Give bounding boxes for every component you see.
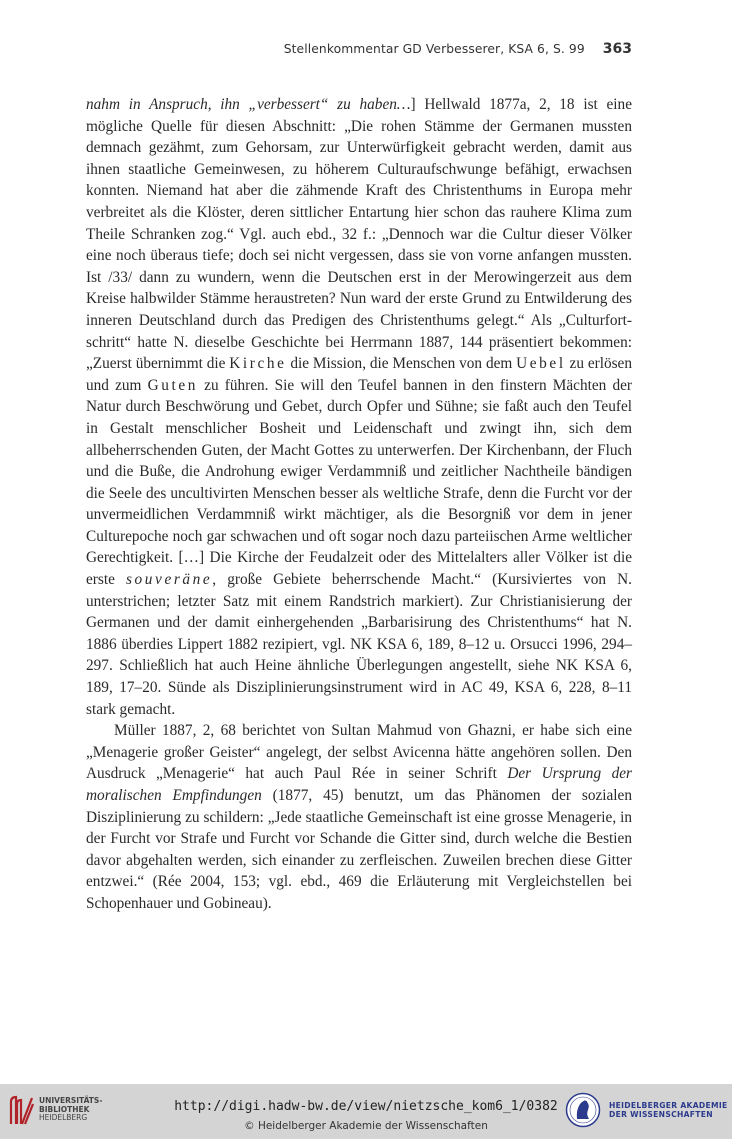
academy-logo (565, 1092, 727, 1128)
library-name-line-1: UNIVERSITÄTS- (39, 1096, 103, 1106)
commentary-body (86, 94, 632, 915)
paragraph-hellwald (86, 94, 632, 720)
library-name-line-3: HEIDELBERG (39, 1113, 88, 1123)
paragraph2-text-2: (1877, 45) benutzt, um das Phänomen der sozialen Disziplinierung zu schildern: „Jede staatliche Gemeinschaft ist eine grosse Menagerie, in der Furcht vor Strafe und Furcht vor Schande die Gitter sind, durch welche die Bestien davor abgehalten werden, sich einander zu zerfleischen. Zuweilen brechen diese Gitter entzwei.“ (Rée 2004, 153; vgl. ebd., 469 die Erläuterung mit Vergleichstellen bei Schopenhauer und Gobineau). (86, 787, 632, 912)
spaced-word-guten: Guten (147, 376, 198, 394)
paragraph1-text-4: zu führen. Sie will den Teufel bannen in den finstern Mächten der Natur durch Beschwörung und Gebet, durch Opfer und Sühne; sie faßt auch den Teufel in Gestalt menschlicher Bosheit und Leidenschaft und zwingt ihn, sich dem allbeherrschenden Guten, der Macht Gottes zu unterwerfen. Der Kirchenbann, der Fluch und die Buße, die Androhung ewiger Verdammniß und zeitlicher Nachtheile bändigen die Seele des uncultivirten Menschen besser als weltliche Strafe, denn die Furcht vor der unvermeidlichen Verdammniß wirkt mächtiger, als die Besorgniß vor dem in jener Culturepoche noch gar schwachen und oft sogar noch dazu parteiischen Arme weltlicher Gerechtigkeit. […] Die Kirche der Feudalzeit oder des Mittelalters aller Völker ist die erste (86, 376, 633, 589)
academy-seal-icon (565, 1092, 601, 1128)
book-title: Der Ursprung der moralischen Empfindungen (86, 765, 632, 804)
copyright-notice: © Heidelberger Akademie der Wissenschaften (244, 1120, 488, 1132)
paragraph1-text-1: ] Hellwald 1877a, 2, 18 ist eine mögliche Quelle für diesen Abschnitt: „Die rohen Stämme der Germanen mussten demnach gezähmt, zum Gehorsam, zur Unterwürfigkeit gebracht werden, damit aus ihnen staatliche Gemeinwesen, zu höherem Culturaufschwunge befähigt, erwachsen konnten. Niemand hat aber die zähmende Kraft des Christenthums in Europa mehr verbreitet als die Klöster, deren sittlicher Entartung hier schon das rauhere Klima zum Theile Schranken zog.“ Vgl. auch ebd., 32 f.: „Dennoch war die Cultur dieser Völker eine noch überaus tiefe; doch sei nicht vergessen, dass sie von vorne anfangen mussten. Ist /33/ dann zu wundern, wenn die Deutschen erst in der Merowingerzeit aus dem Kreise halbwilder Stämme heraustreten? Nun ward der erste Grund zu Entwilderung des inneren Deutschland durch das Predigen des Christenthums gelegt.“ Als „Culturfortschritt“ hatte N. dieselbe Geschichte bei Herrmann 1887, 144 präsentiert bekommen: „Zuerst übernimmt die (86, 96, 632, 373)
academy-name-line-2: DER WISSENSCHAFTEN (609, 1110, 713, 1119)
academy-name (609, 1101, 727, 1120)
academy-name-line-1: HEIDELBERGER AKADEMIE (609, 1100, 728, 1110)
library-name-line-2: BIBLIOTHEK (39, 1104, 90, 1114)
paragraph2-text-1: Müller 1887, 2, 68 berichtet von Sultan Mahmud von Ghazni, er habe sich eine „Menagerie großer Geister“ angelegt, der selbst Avicenna hätte angehören sollen. Den Ausdruck „Menagerie“ hat auch Paul Rée in seiner Schrift (86, 722, 632, 783)
spaced-word-uebel: Uebel (516, 355, 566, 373)
digitization-footer (0, 1084, 732, 1139)
spaced-word-souveraene: souveräne (126, 571, 213, 589)
running-header (86, 41, 632, 57)
paragraph1-text-5: , große Gebiete beherrschende Macht.“ (Kursiviertes von N. unterstrichen; letzter Satz mit einem Randstrich markiert). Zur Christianisierung der Germanen und der damit einhergehenden „Barbarisirung des Christenthums“ hat N. 1886 überdies Lippert 1882 rezipiert, vgl. NK KSA 6, 189, 8–12 u. Orsucci 1996, 294–297. Schließlich hat auch Heine ähnliche Überlegungen angestellt, siehe NK KSA 6, 189, 17–20. Sünde als Disziplinierungsinstrument wird in AC 49, KSA 6, 228, 8–11 stark gemacht. (86, 571, 633, 718)
page-number: 363 (602, 41, 632, 57)
paragraph-mueller (86, 720, 632, 914)
permalink-url[interactable]: http://digi.hadw-bw.de/view/nietzsche_kom6_1/0382 (174, 1099, 558, 1114)
paragraph1-text-3: zu erlösen und zum (86, 355, 632, 394)
paragraph1-text-2: die Mission, die Menschen von dem (286, 355, 517, 373)
lemma: nahm in Anspruch, ihn „verbessert“ zu haben… (86, 96, 411, 113)
spaced-word-kirche: Kirche (229, 355, 287, 373)
running-title: Stellenkommentar GD Verbesserer, KSA 6, S. 99 (283, 42, 585, 56)
